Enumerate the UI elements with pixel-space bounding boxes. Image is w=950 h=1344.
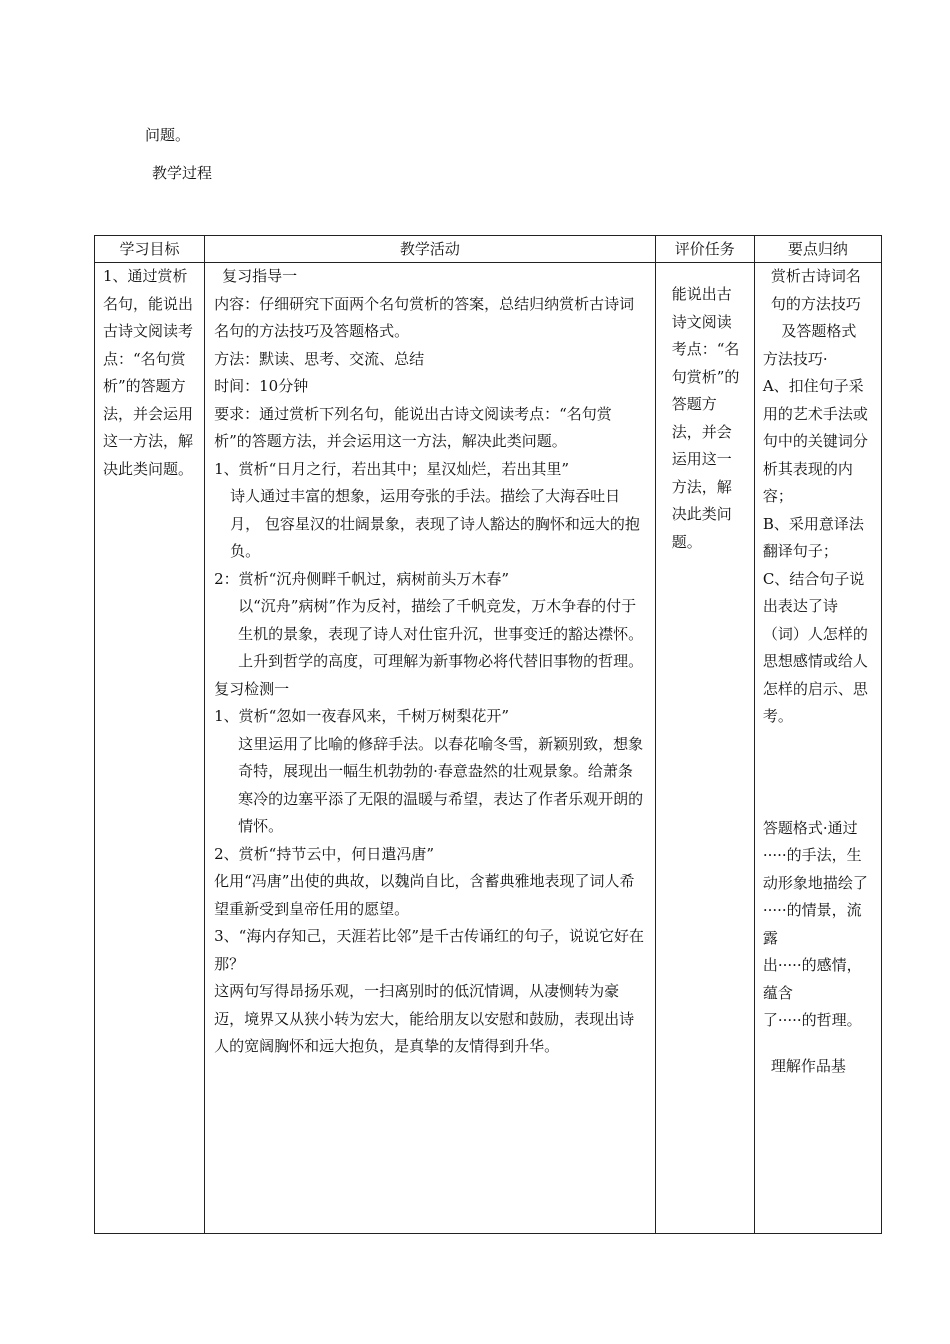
header-goal: 学习目标 <box>95 236 205 263</box>
goal-cell <box>95 263 205 1234</box>
table-row <box>95 263 882 1234</box>
format-3: 了·····的哲理。 <box>762 1011 862 1029</box>
item1-title: 1、赏析“日月之行，若出其中；星汉灿烂，若出其里” <box>214 459 570 478</box>
summary-heading: 赏析古诗词名句的方法技巧 <box>770 267 861 313</box>
header-activity: 教学活动 <box>205 236 656 263</box>
check2-body: 化用“冯唐”出使的典故，以魏尚自比，含蓄典雅地表现了词人希望重新受到皇帝任用的愿望。 <box>214 872 635 918</box>
check-title: 复习检测一 <box>214 679 290 698</box>
check3-body: 这两句写得昂扬乐观，一扫离别时的低沉情调，从凄恻转为豪迈，境界又从狭小转为宏大，能给朋友以安慰和鼓励，表现出诗人的宽阔胸怀和远大抱负，是真挚的友情得到升华。 <box>214 982 635 1055</box>
spacer <box>763 1035 875 1053</box>
lesson-table <box>94 235 882 1234</box>
goal-text: 1、通过赏析名句，能说出古诗文阅读考点：“名句赏析”的答题方法，并会运用这一方法，解决此类问题。 <box>103 267 194 478</box>
header-evaluation: 评价任务 <box>655 236 754 263</box>
check1-title: 1、赏析“忽如一夜春风来，千树万树梨花开” <box>214 707 510 725</box>
method-c: C、结合句子说出表达了诗（词）人怎样的思想感情或给人怎样的启示、思考。 <box>762 569 868 725</box>
spacer <box>763 731 875 815</box>
evaluation-text: 能说出古诗文阅读考点：“名句赏析”的答题方法，并会运用这一方法，解决此类问题。 <box>671 285 740 551</box>
intro-line-1: 问题。 <box>145 126 191 144</box>
check1-body: 这里运用了比喻的修辞手法。以春花喻冬雪，新颖别致，想象奇特，展现出一幅生机勃勃的·春意盎然的壮观景象。给萧条寒冷的边塞平添了无限的温暖与希望，表达了作者乐观开朗的情怀。 <box>238 734 644 835</box>
activity-cell <box>205 263 656 1234</box>
format-2: 出·····的感情，蕴含 <box>762 956 862 1002</box>
table-header-row <box>95 236 882 263</box>
summary-cell <box>754 263 881 1234</box>
item1-body: 诗人通过丰富的想象，运用夸张的手法。描绘了大海吞吐日月， 包容星汉的壮阔景象，表现了诗人豁达的胸怀和远大的抱负。 <box>230 487 640 560</box>
evaluation-cell <box>655 263 754 1234</box>
item2-body: 以“沉舟”病树”作为反衬，描绘了千帆竞发，万木争春的付于生机的景象，表现了诗人对仕宦升沉，世事变迁的豁达襟怀。上升到哲学的高度，可理解为新事物必将代替旧事物的哲理。 <box>238 597 644 670</box>
section-heading: 教学过程 <box>152 164 213 182</box>
summary-subheading: 及答题格式 <box>781 322 857 340</box>
content-text: 内容：仔细研究下面两个名句赏析的答案，总结归纳赏析古诗词名句的方法技巧及答题格式。 <box>214 294 635 340</box>
method-b: B、采用意译法翻译句子； <box>762 514 864 560</box>
format-1: 答题格式·通过·····的手法，生动形象地描绘了·····的情景，流露 <box>762 818 868 947</box>
header-summary: 要点归纳 <box>754 236 881 263</box>
requirement-text: 要求：通过赏析下列名句，能说出古诗文阅读考点：“名句赏析”的答题方法，并会运用这一方法，解决此类问题。 <box>214 404 612 450</box>
item2-title: 2：赏析“沉舟侧畔千帆过，病树前头万木春” <box>214 569 510 588</box>
method-a: A、扣住句子采用的艺术手法或句中的关键词分析其表现的内容； <box>762 377 868 505</box>
check2-title: 2、赏析“持节云中，何日遣冯唐” <box>214 844 435 863</box>
methods-label: 方法技巧· <box>762 349 828 368</box>
summary-tail: 理解作品基 <box>770 1056 846 1075</box>
review-title: 复习指导一 <box>222 267 298 285</box>
check3-title: 3、“海内存知己，天涯若比邻”是千古传诵红的句子，说说它好在那？ <box>214 927 645 973</box>
method-text: 方法：默读、思考、交流、总结 <box>214 349 425 368</box>
time-text: 时间：10分钟 <box>214 377 309 395</box>
